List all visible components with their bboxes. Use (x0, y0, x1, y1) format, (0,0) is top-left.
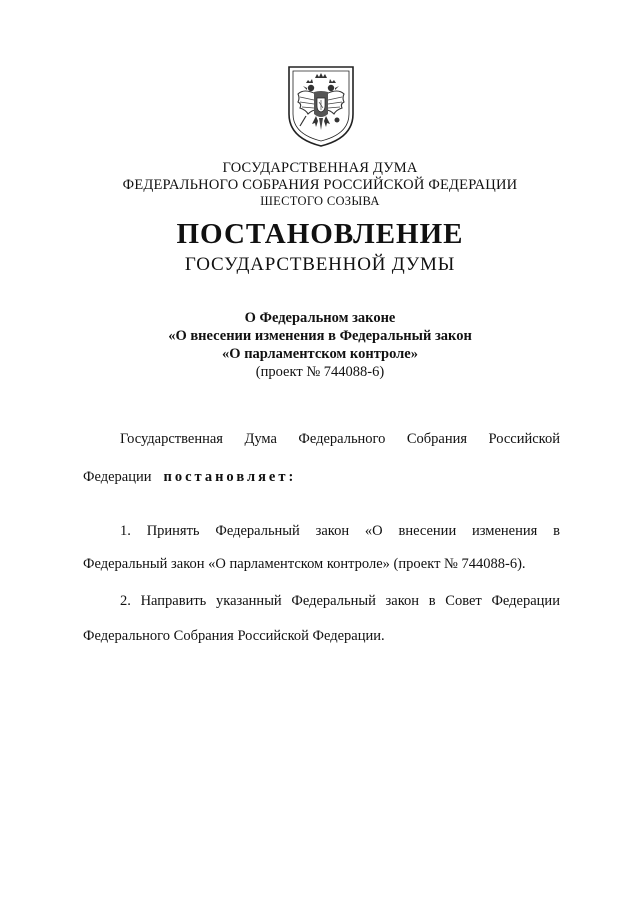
word: «О (364, 523, 383, 539)
item-1-line-2: Федеральный закон «О парламентском контроле» (проект № 744088-6). (83, 556, 526, 572)
intro-paragraph-line-1 (120, 431, 560, 448)
word: Российской (488, 431, 560, 447)
subject-line-2: «О внесении изменения в Федеральный закон (168, 328, 472, 344)
document-type-title: ПОСТАНОВЛЕНИЕ (176, 218, 464, 250)
word: 2. (120, 593, 131, 609)
word: Дума (244, 431, 277, 447)
project-number: (проект № 744088-6) (255, 364, 385, 380)
word: указанный (216, 593, 282, 609)
item-1-line-1 (120, 523, 560, 540)
intro-paragraph-line-2 (83, 469, 296, 486)
subject-line-1: О Федеральном законе (244, 310, 396, 326)
word: закон (315, 523, 350, 539)
org-line-3: ШЕСТОГО СОЗЫВА (260, 194, 380, 208)
word: в (553, 523, 560, 539)
document-type-subtitle: ГОСУДАРСТВЕННОЙ ДУМЫ (184, 254, 456, 275)
word: внесении (398, 523, 457, 539)
word: изменения (472, 523, 538, 539)
word: Совет (445, 593, 482, 609)
word: Федеральный (291, 593, 376, 609)
word: Собрания (406, 431, 468, 447)
word: Государственная (120, 431, 223, 447)
item-2-line-2: Федерального Собрания Российской Федерации. (83, 628, 385, 644)
word: 1. (120, 523, 131, 539)
org-line-2: ФЕДЕРАЛЬНОГО СОБРАНИЯ РОССИЙСКОЙ ФЕДЕРАЦИИ (122, 177, 518, 193)
word: Федерального (298, 431, 386, 447)
coat-of-arms-icon (286, 64, 356, 148)
word: Принять (146, 523, 200, 539)
item-2-line-1 (120, 593, 560, 610)
subject-line-3: «О парламентском контроле» (222, 346, 418, 362)
word: закон (385, 593, 420, 609)
word: Направить (140, 593, 207, 609)
resolves-word: постановляет: (163, 469, 297, 485)
word: Федерации (491, 593, 560, 609)
org-line-1: ГОСУДАРСТВЕННАЯ ДУМА (222, 160, 418, 176)
word: Федеральный (215, 523, 300, 539)
word: в (428, 593, 436, 609)
intro-line-2-text: Федерации (83, 469, 152, 485)
